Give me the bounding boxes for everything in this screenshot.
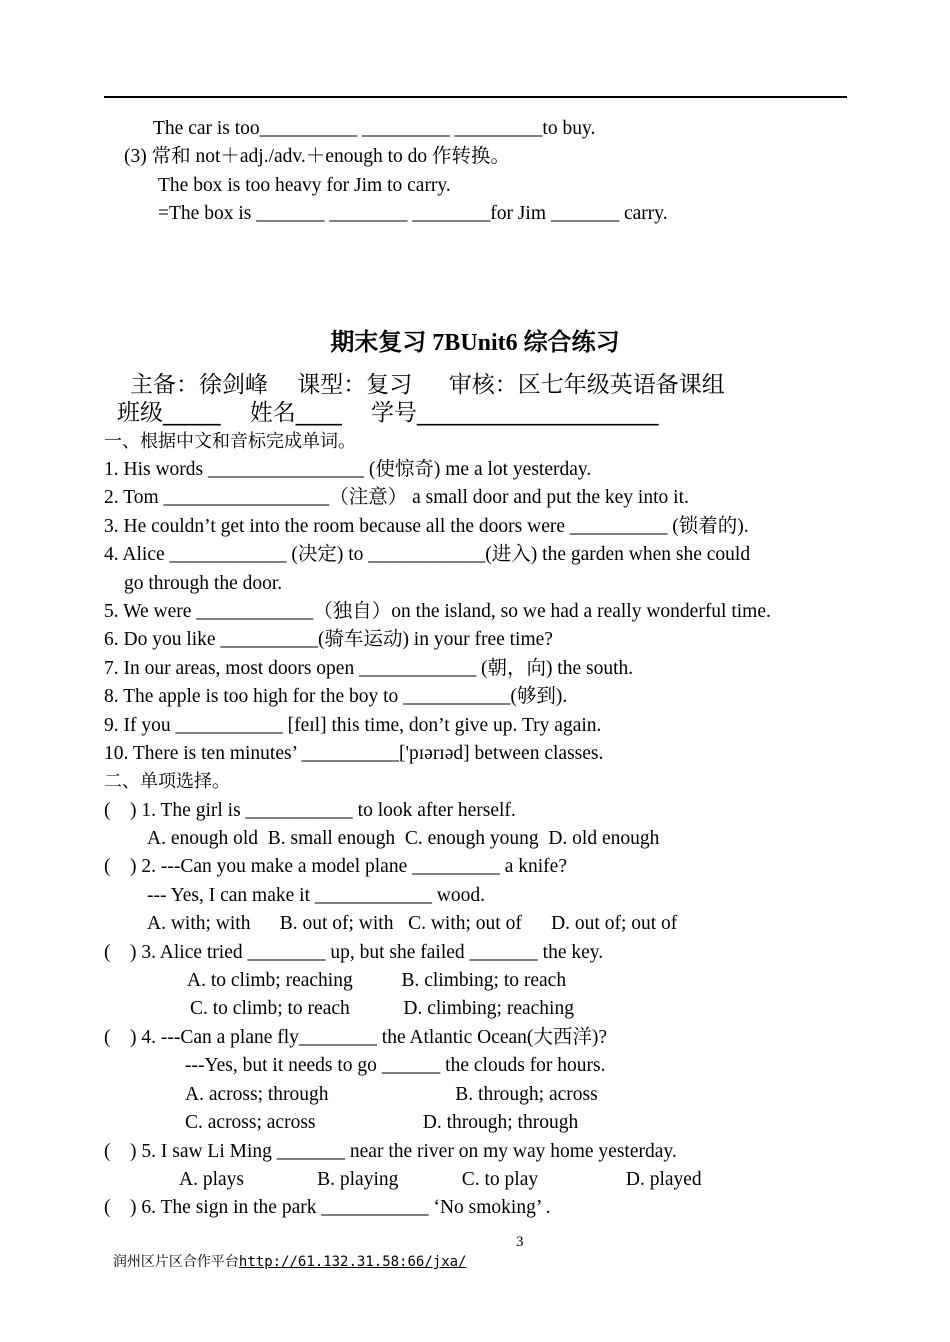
page-number: 3 — [516, 1234, 524, 1250]
meta-line-1: 主备：徐剑峰 课型：复习 审核：区七年级英语备课组 — [130, 372, 725, 398]
s1-item-6: 6. Do you like __________(骑车运动) in your free time? — [104, 629, 553, 650]
footer-link[interactable]: http://61.132.31.58:66/jxa/ — [238, 1254, 467, 1270]
s2-q4: ( ) 4. ---Can a plane fly________ the Atlantic Ocean(大西洋)? — [104, 1027, 608, 1048]
s2-q5: ( ) 5. I saw Li Ming _______ near the river on my way home yesterday. — [104, 1141, 677, 1162]
section2-heading: 二、单项选择。 — [104, 771, 230, 792]
s2-q2: ( ) 2. ---Can you make a model plane _________ a knife? — [104, 856, 567, 877]
s2-q4-line2: ---Yes, but it needs to go ______ the clouds for hours. — [185, 1055, 606, 1076]
s2-q4-options-cd: C. across; across D. through; through — [185, 1112, 579, 1133]
s2-q1: ( ) 1. The girl is ___________ to look after herself. — [104, 800, 516, 821]
s1-item-9: 9. If you ___________ [feɪl] this time, don’t give up. Try again. — [104, 715, 602, 736]
s2-q6: ( ) 6. The sign in the park ___________ ‘No smoking’ . — [104, 1197, 551, 1218]
s2-q5-options: A. plays B. playing C. to play D. played — [179, 1169, 702, 1190]
header-rule — [104, 96, 847, 98]
s1-item-8: 8. The apple is too high for the boy to ___________(够到). — [104, 686, 568, 707]
s1-item-4: 4. Alice ____________ (决定) to ____________(进入) the garden when she could — [104, 544, 751, 565]
s1-item-2: 2. Tom _________________（注意） a small door and put the key into it. — [104, 487, 689, 508]
s1-item-10: 10. There is ten minutes’ __________['pɪərɪəd] between classes. — [104, 743, 604, 764]
s2-q3: ( ) 3. Alice tried ________ up, but she failed _______ the key. — [104, 942, 604, 963]
section1-heading: 一、根据中文和音标完成单词。 — [104, 431, 356, 452]
s1-item-1: 1. His words ________________ (使惊奇) me a lot yesterday. — [104, 459, 592, 480]
top-line-1: The car is too__________ _________ _________to buy. — [153, 118, 596, 139]
footer-label: 润州区片区合作平台 — [112, 1254, 239, 1270]
s1-item-4-cont: go through the door. — [124, 573, 283, 594]
s2-q1-options: A. enough old B. small enough C. enough young D. old enough — [147, 828, 660, 849]
meta-line-2: 班级_____ 姓名____ 学号_____________________ — [117, 400, 659, 426]
s1-item-5: 5. We were ____________（独自）on the island, so we had a really wonderful time. — [104, 601, 771, 622]
s2-q3-options-ab: A. to climb; reaching B. climbing; to reach — [187, 970, 567, 991]
s2-q2-options: A. with; with B. out of; with C. with; out of D. out of; out of — [147, 913, 678, 934]
s1-item-3: 3. He couldn’t get into the room because all the doors were __________ (锁着的). — [104, 516, 749, 537]
s1-item-7: 7. In our areas, most doors open ____________ (朝，向) the south. — [104, 658, 634, 679]
s2-q3-options-cd: C. to climb; to reach D. climbing; reaching — [190, 998, 574, 1019]
page-title: 期末复习 7BUnit6 综合练习 — [330, 330, 620, 356]
top-line-4: =The box is _______ ________ ________for Jim _______ carry. — [158, 203, 668, 224]
top-line-2: (3) 常和 not＋adj./adv.＋enough to do 作转换。 — [124, 146, 510, 167]
page-footer — [104, 1232, 524, 1292]
s2-q2-line2: --- Yes, I can make it ____________ wood. — [147, 885, 485, 906]
s2-q4-options-ab: A. across; through B. through; across — [185, 1084, 598, 1105]
top-line-3: The box is too heavy for Jim to carry. — [158, 175, 451, 196]
